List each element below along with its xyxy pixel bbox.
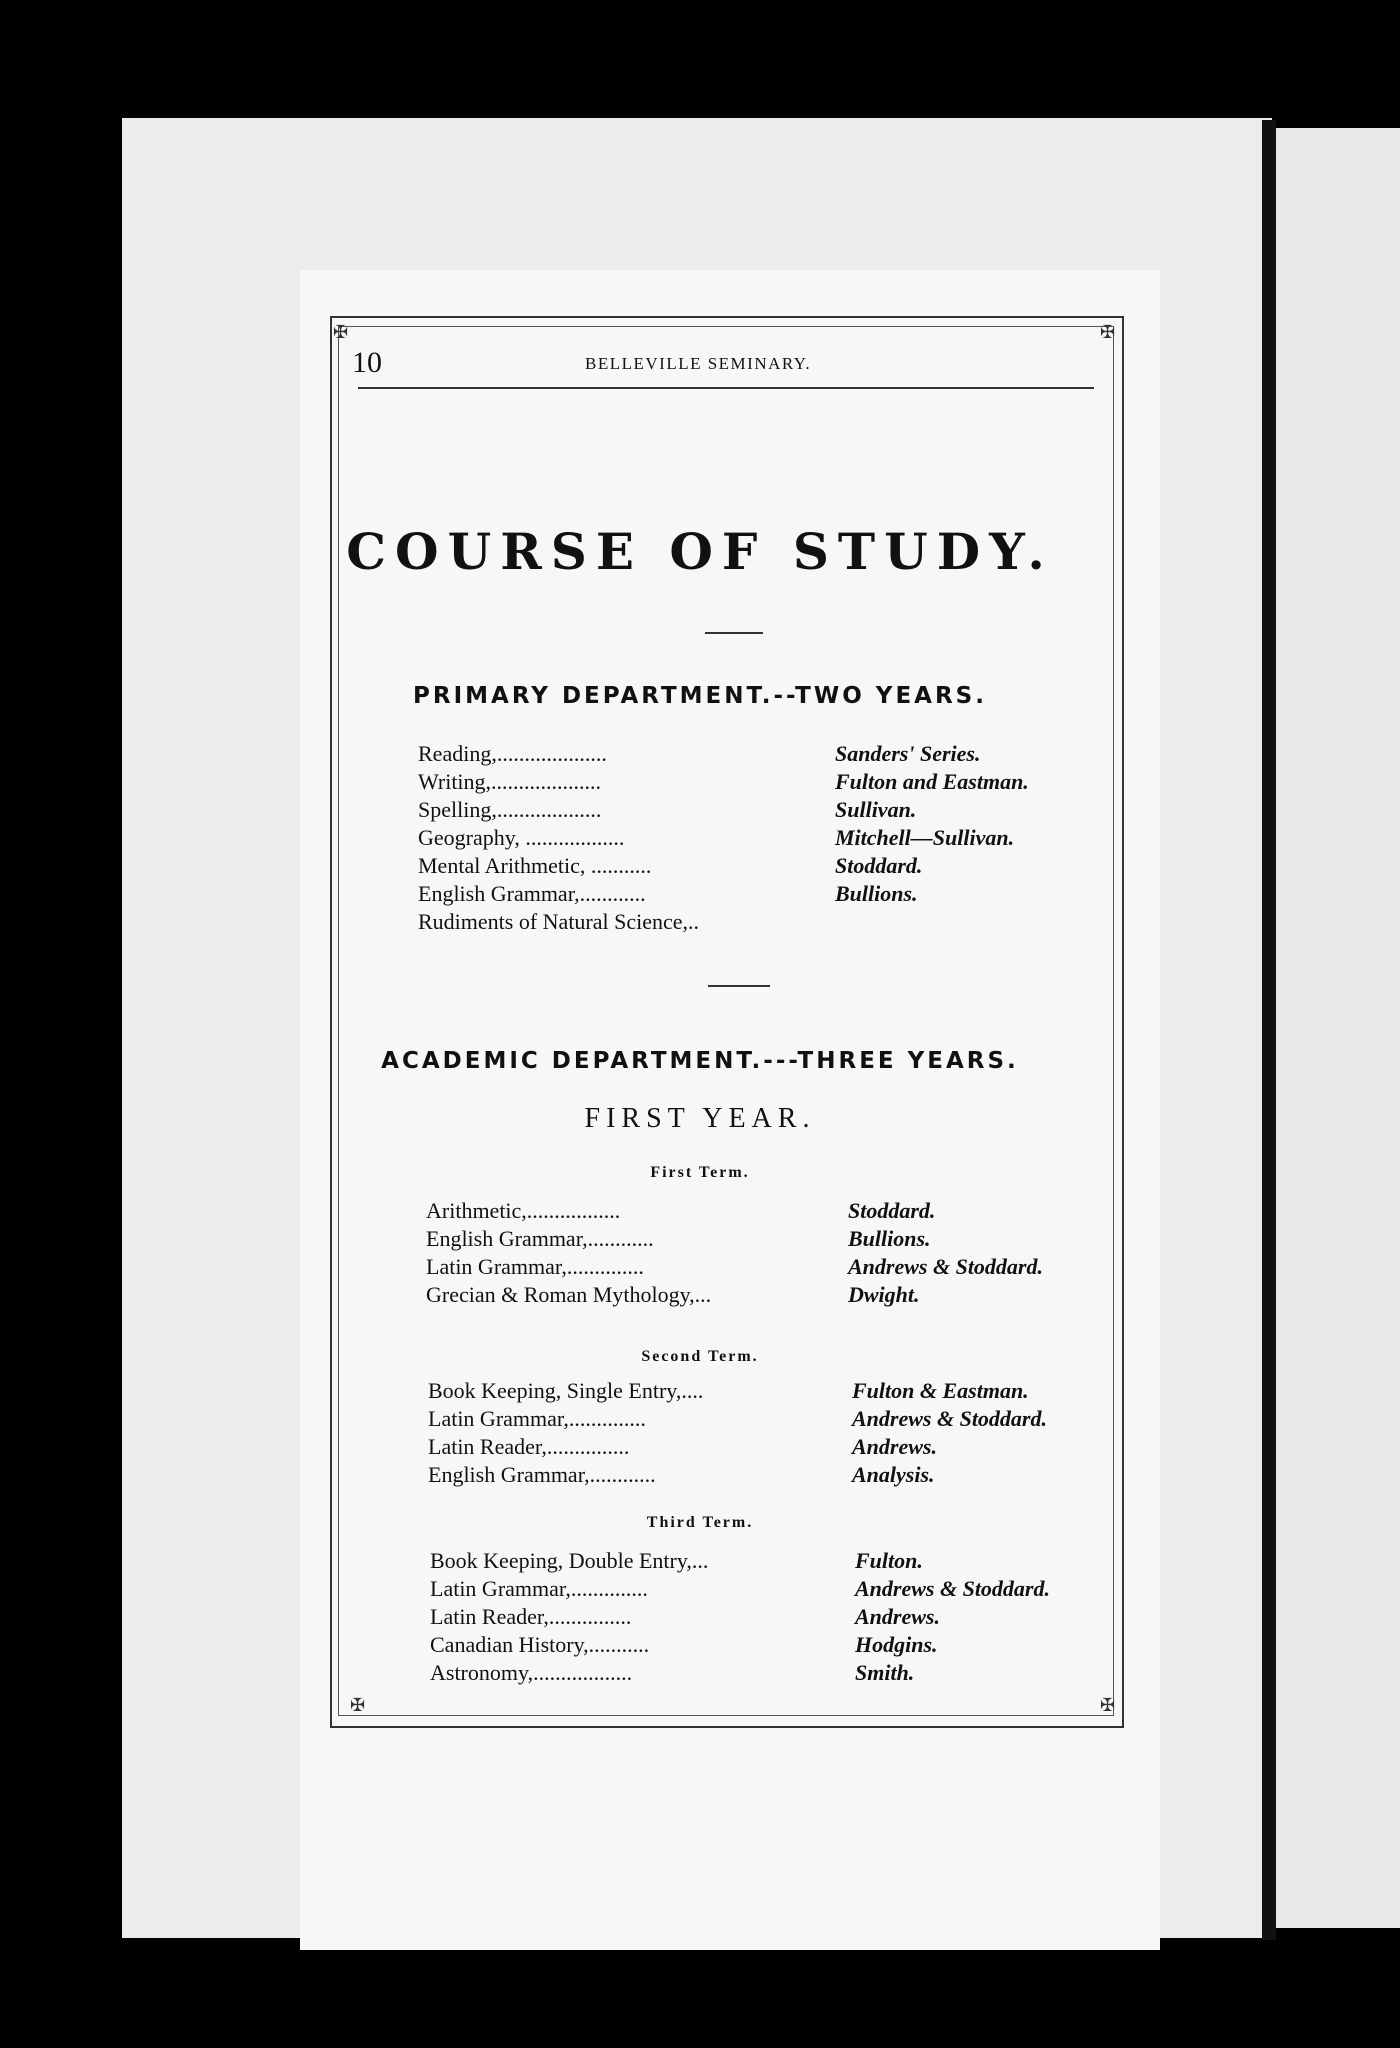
course-textbook: Sullivan. <box>835 797 917 822</box>
course-textbook: Andrews & Stoddard. <box>855 1576 1050 1601</box>
course-textbook: Stoddard. <box>835 853 923 878</box>
course-subject: Rudiments of Natural Science,.. <box>418 909 700 934</box>
term-heading: Third Term. <box>646 1514 754 1531</box>
divider <box>708 985 770 987</box>
course-textbook: Andrews & Stoddard. <box>852 1406 1047 1431</box>
term-heading: Second Term. <box>641 1348 759 1365</box>
academic-department-heading: ACADEMIC DEPARTMENT.---THREE YEARS. <box>381 1048 1019 1074</box>
running-head: BELLEVILLE SEMINARY. <box>585 354 812 373</box>
divider <box>705 632 763 634</box>
header-rule <box>358 387 1094 389</box>
course-subject: Arithmetic,................. <box>426 1198 621 1223</box>
course-subject: English Grammar,............ <box>426 1226 654 1251</box>
course-subject: Astronomy,.................. <box>430 1660 633 1685</box>
corner-ornament-icon: ✠ <box>1100 322 1116 342</box>
course-subject: Writing,.................... <box>418 769 602 794</box>
page-number: 10 <box>352 346 382 379</box>
course-textbook: Analysis. <box>852 1462 935 1487</box>
course-textbook: Mitchell—Sullivan. <box>835 825 1015 850</box>
course-subject: Latin Reader,............... <box>430 1604 632 1629</box>
course-subject: Spelling,................... <box>418 797 602 822</box>
corner-ornament-icon: ✠ <box>1100 1695 1116 1715</box>
page-gutter <box>1262 120 1276 1940</box>
course-subject: English Grammar,............ <box>418 881 646 906</box>
course-subject: Latin Grammar,.............. <box>426 1254 644 1279</box>
primary-department-heading: PRIMARY DEPARTMENT.--TWO YEARS. <box>413 683 987 709</box>
course-textbook: Andrews. <box>855 1604 940 1629</box>
course-subject: Canadian History,........... <box>430 1632 650 1657</box>
course-subject: Grecian & Roman Mythology,... <box>426 1282 712 1307</box>
course-textbook: Andrews. <box>852 1434 937 1459</box>
term-heading: First Term. <box>650 1164 750 1181</box>
course-textbook: Andrews & Stoddard. <box>848 1254 1043 1279</box>
course-subject: Book Keeping, Double Entry,... <box>430 1548 709 1573</box>
course-subject: Book Keeping, Single Entry,.... <box>428 1378 704 1403</box>
course-textbook: Bullions. <box>848 1226 931 1251</box>
course-textbook: Dwight. <box>848 1282 920 1307</box>
course-textbook: Bullions. <box>835 881 918 906</box>
course-textbook: Sanders' Series. <box>835 741 981 766</box>
course-textbook: Fulton & Eastman. <box>852 1378 1029 1403</box>
course-textbook: Fulton and Eastman. <box>835 769 1029 794</box>
course-textbook: Fulton. <box>855 1548 923 1573</box>
course-textbook: Stoddard. <box>848 1198 936 1223</box>
course-subject: Mental Arithmetic, ........... <box>418 853 652 878</box>
year-heading: FIRST YEAR. <box>584 1103 816 1134</box>
page-title: COURSE OF STUDY. <box>346 522 1054 581</box>
course-textbook: Smith. <box>855 1660 915 1685</box>
adjacent-page-edge <box>1276 128 1400 1928</box>
course-subject: English Grammar,............ <box>428 1462 656 1487</box>
course-subject: Latin Grammar,.............. <box>428 1406 646 1431</box>
course-subject: Latin Reader,............... <box>428 1434 630 1459</box>
corner-ornament-icon: ✠ <box>350 1695 366 1715</box>
course-subject: Geography, .................. <box>418 825 625 850</box>
course-subject: Latin Grammar,.............. <box>430 1576 648 1601</box>
corner-ornament-icon: ✠ <box>333 322 349 342</box>
course-subject: Reading,.................... <box>418 741 607 766</box>
course-textbook: Hodgins. <box>855 1632 938 1657</box>
